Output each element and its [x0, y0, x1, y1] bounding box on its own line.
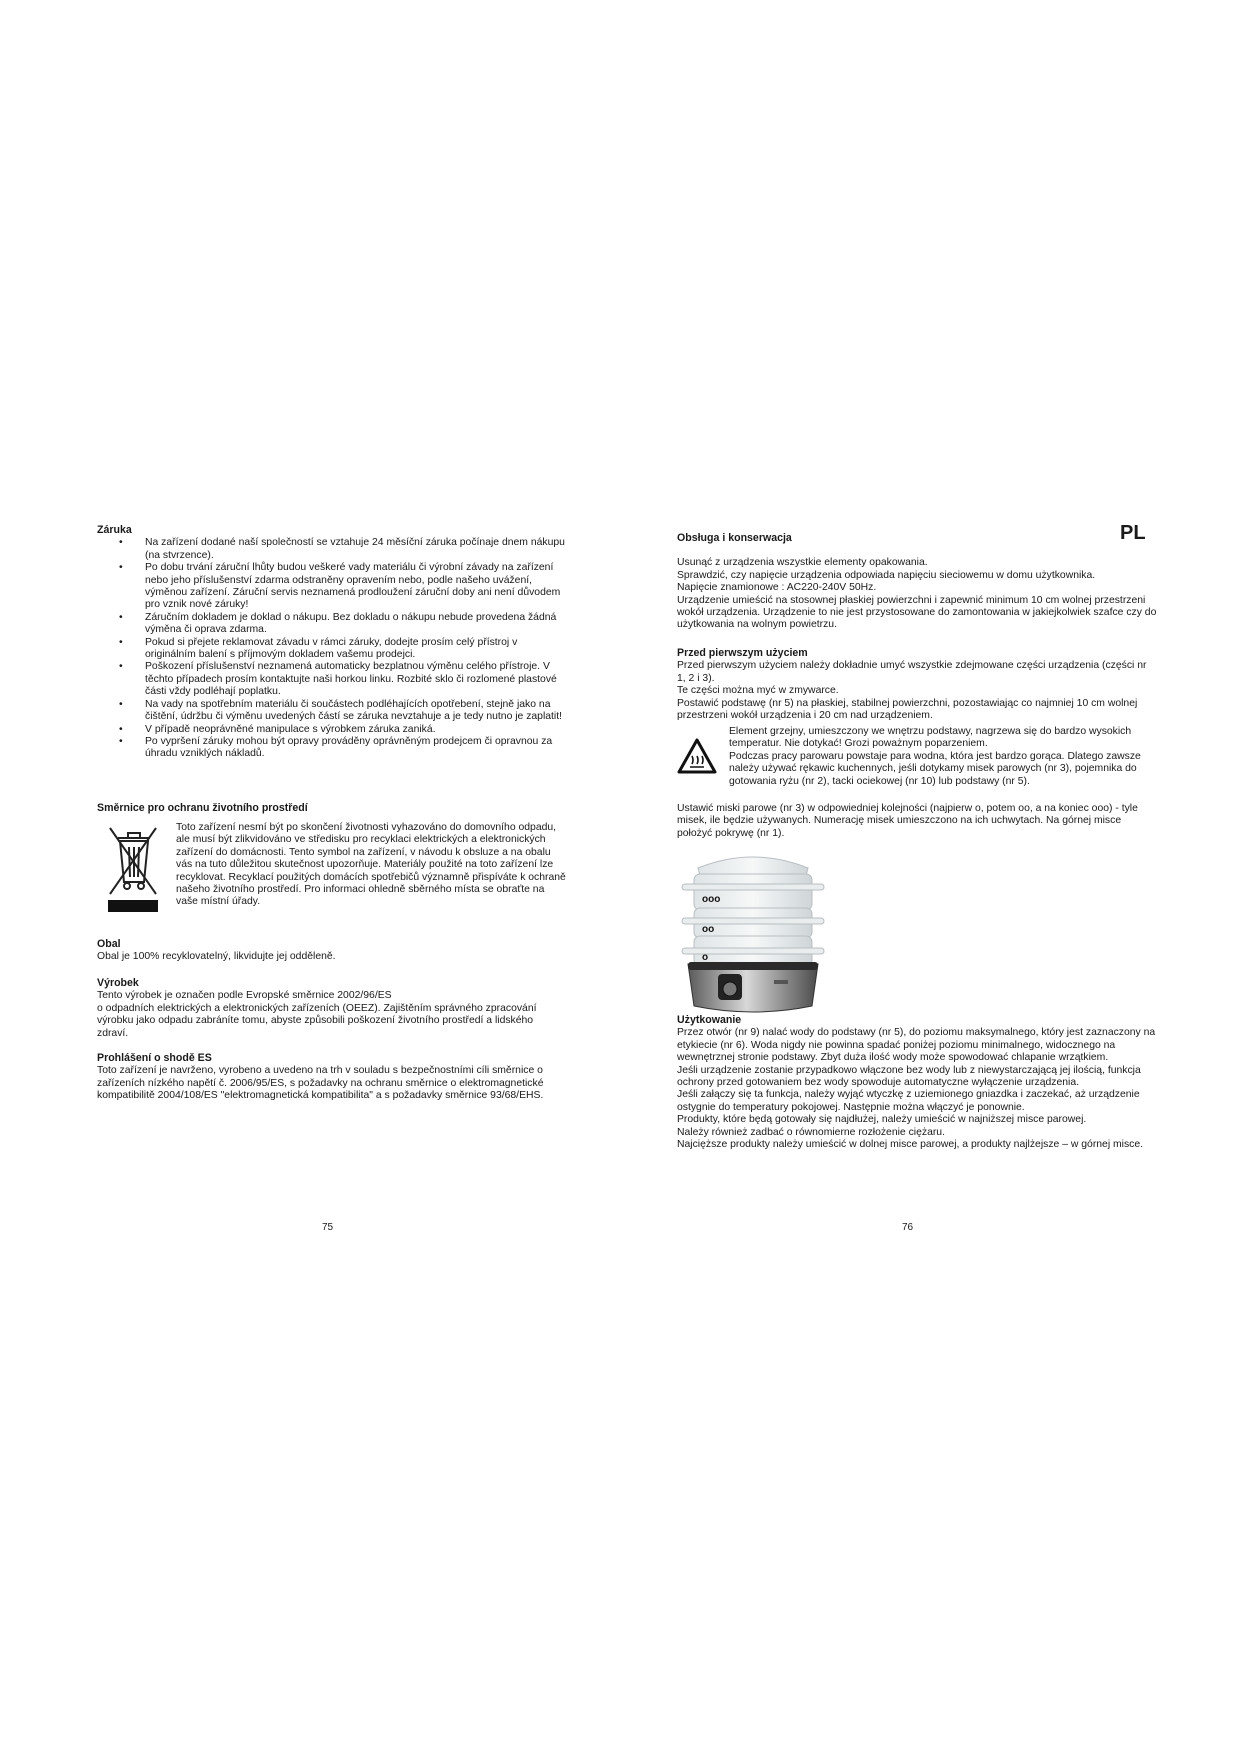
usage-line: Produkty, które będą gotowały się najdłużej, należy umieścić w najniższej misce parowej.: [677, 1114, 1087, 1126]
packaging-section: [97, 938, 567, 964]
environment-heading: Směrnice pro ochranu životního prostředí: [97, 802, 308, 814]
list-item: • Pokud si přejete reklamovat závadu v rámci záruky, dodejte prosím celý přístroj v originálním balení s příjmovým dokladem vašemu prodejci.: [97, 637, 567, 662]
declaration-heading: Prohlášení o shodě ES: [97, 1052, 212, 1064]
product-line: Tento výrobek je označen podle Evropské směrnice 2002/96/ES: [97, 990, 392, 1002]
tier-label-middle: oo: [702, 924, 715, 935]
product-line: o odpadních elektrických a elektronických zařízeních (OEEZ). Zajištěním správného zpracování výrobku jako odpadu zabráníte tomu, abyste způsobili poškození životního prostředí a lidského zdraví.: [97, 1002, 537, 1039]
declaration-section: [97, 1052, 559, 1103]
before-first-use-heading: Przed pierwszym użyciem: [677, 647, 808, 659]
before-line: Przed pierwszym użyciem należy dokładnie umyć wszystkie zdejmowane części urządzenia (części nr 1, 2 i 3).: [677, 660, 1147, 684]
list-item: • V případě neoprávněné manipulace s výrobkem záruka zaniká.: [97, 724, 567, 736]
environment-paragraph: Toto zařízení nesmí být po skončení životnosti vyhazováno do domovního odpadu, ale musí být zlikvidováno ve středisku pro recyklaci elektrických a elektronických zařízení do domácnosti. Tento symbol na zařízení, v návodu k obsluze a na obalu vás na tuto důležitou skutečnost upozorňuje. Materiály použité na toto zařízení lze recyklovat. Recyklací použitých domácích spotřebičů významně přispíváte k ochraně našeho životního prostředí. Pro informaci ohledně sběrného místa se obraťte na vaše místní úřady.: [176, 822, 566, 908]
warning-line: Podczas pracy parowaru powstaje para wodna, która jest bardzo gorąca. Dlatego zawsze należy używać rękawic kuchennych, jeśli dotykamy misek parowych (nr 3), pojemnika do gotowania ryżu (nr 2), tacki ociekowej (nr 10) lub podstawy (nr 5).: [729, 750, 1141, 787]
warranty-section: [97, 524, 567, 761]
operation-heading: Obsługa i konserwacja: [677, 532, 792, 544]
usage-line: Jeśli załączy się ta funkcja, należy wyjąć wtyczkę z uziemionego gniazdka i zaczekać, aż urządzenie ostygnie do temperatury pokojowej. Następnie można włączyć je ponownie.: [677, 1089, 1140, 1113]
hot-surface-warning-icon: [677, 738, 717, 774]
list-item: • Poškození příslušenství neznamená automaticky bezplatnou výměnu celého přístroje. V těchto případech prosím kontaktujte naši horkou linku. Rozbité sklo či rozlomené plastové části vždy podléhají poplatku.: [97, 661, 567, 698]
packaging-text: Obal je 100% recyklovatelný, likvidujte jej odděleně.: [97, 951, 336, 963]
before-line: Postawić podstawę (nr 5) na płaskiej, stabilnej powierzchni, pozostawiając co najmniej 10 cm wolnej przestrzeni wokół urządzenia i 20 cm nad urządzeniem.: [677, 697, 1138, 722]
bowl-order-text: [677, 803, 1157, 840]
page-number: 75: [322, 1222, 334, 1233]
usage-section: [677, 1014, 1159, 1151]
list-item: • Po vypršení záruky mohou být opravy prováděny oprávněným prodejcem či opravnou za úhradu vzniklých nákladů.: [97, 736, 567, 761]
packaging-heading: Obal: [97, 938, 121, 950]
operation-line: Urządzenie umieścić na stosownej płaskiej powierzchni i zapewnić minimum 10 cm wolnej przestrzeni wokół urządzenia. Urządzenie to nie jest przystosowane do zamontowania w jakiejkolwiek szafce czy do użytkowania na wolnym powietrzu.: [677, 594, 1157, 631]
before-first-use-section: [677, 647, 1155, 722]
usage-line: Przez otwór (nr 9) nalać wody do podstawy (nr 5), do poziomu maksymalnego, który jest zaznaczony na etykiecie (nr 6). Woda nigdy nie powinna spadać poniżej poziomu minimalnego, widocznego na wewnętrznej stronie podstawy. Zbyt duża ilość wody może spowodować chlapanie wrzątkiem.: [677, 1027, 1156, 1064]
usage-line: Należy również zadbać o równomierne rozłożenie ciężaru.: [677, 1126, 945, 1138]
list-item: • Záručním dokladem je doklad o nákupu. Bez dokladu o nákupu nebude provedena žádná výměna či oprava zdarma.: [97, 612, 567, 637]
warranty-list: [97, 537, 567, 760]
usage-heading: Użytkowanie: [677, 1014, 742, 1026]
bowl-order-paragraph: Ustawić miski parowe (nr 3) w odpowiedniej kolejności (najpierw o, potem oo, a na koniec ooo) - tyle misek, ile będzie używanych. Numerację misek umieszczono na ich uchwytach. Na górnej misce położyć pokrywę (nr 1).: [677, 803, 1138, 839]
warranty-heading: Záruka: [97, 524, 132, 536]
weee-bin-icon: [106, 824, 160, 916]
list-item: • Na zařízení dodané naší společností se vztahuje 24 měsíční záruka počínaje dnem nákupu (na stvrzence).: [97, 537, 567, 562]
usage-line: Jeśli urządzenie zostanie przypadkowo włączone bez wody lub z niewystarczającą jej ilością, funkcja ochrony przed gotowaniem bez wody spowoduje automatyczne wyłączenie urządzenia.: [677, 1064, 1141, 1089]
operation-section: [677, 532, 1157, 632]
before-line: Te części można myć w zmywarce.: [677, 685, 839, 697]
list-item: • Na vady na spotřebním materiálu či součástech podléhajících opotřebení, stejně jako na čištění, údržbu či výměnu uvedených částí se záruka nevztahuje a je tedy nutno je zaplatit!: [97, 699, 567, 724]
left-page: [0, 0, 620, 1754]
page-number: 76: [902, 1222, 914, 1233]
steamer-image: [678, 846, 828, 1018]
warning-text: [729, 726, 1159, 788]
tier-label-bottom: o: [702, 952, 709, 963]
right-page: [620, 0, 1241, 1754]
environment-text: [176, 822, 569, 909]
declaration-text: Toto zařízení je navrženo, vyrobeno a uvedeno na trh v souladu s bezpečnostními cíli směrnice o zařízeních nízkého napětí č. 2006/95/ES, s požadavky na ochranu směrnice o elektromagnetické kompatibilitě 2004/108/ES "elektromagnetická kompatibilita" a s požadavky směrnice 93/68/EHS.: [97, 1065, 544, 1102]
operation-line: Sprawdzić, czy napięcie urządzenia odpowiada napięciu sieciowemu w domu użytkownika.: [677, 569, 1096, 581]
usage-line: Najcięższe produkty należy umieścić w dolnej misce parowej, a produkty najlżejsze – w górnej misce.: [677, 1139, 1144, 1151]
product-section: [97, 977, 557, 1040]
operation-line: Usunąć z urządzenia wszystkie elementy opakowania.: [677, 557, 928, 569]
list-item: • Po dobu trvání záruční lhůty budou veškeré vady materiálu či výrobní závady na zařízení nebo jeho příslušenství zdarma odstraněny opravením nebo, podle našeho uvážení, výměnou zařízení. Záruční servis neznamená prodloužení záruční doby ani není důvodem pro vznik nové záruky!: [97, 562, 567, 612]
language-tag: PL: [1120, 522, 1146, 544]
tier-label-top: ooo: [702, 894, 721, 905]
environment-section: [97, 802, 567, 815]
operation-line: Napięcie znamionowe : AC220-240V 50Hz.: [677, 582, 877, 594]
product-heading: Výrobek: [97, 977, 139, 989]
warning-line: Element grzejny, umieszczony we wnętrzu podstawy, nagrzewa się do bardzo wysokich temperatur. Nie dotykać! Grozi poważnym poparzeniem.: [729, 726, 1132, 750]
